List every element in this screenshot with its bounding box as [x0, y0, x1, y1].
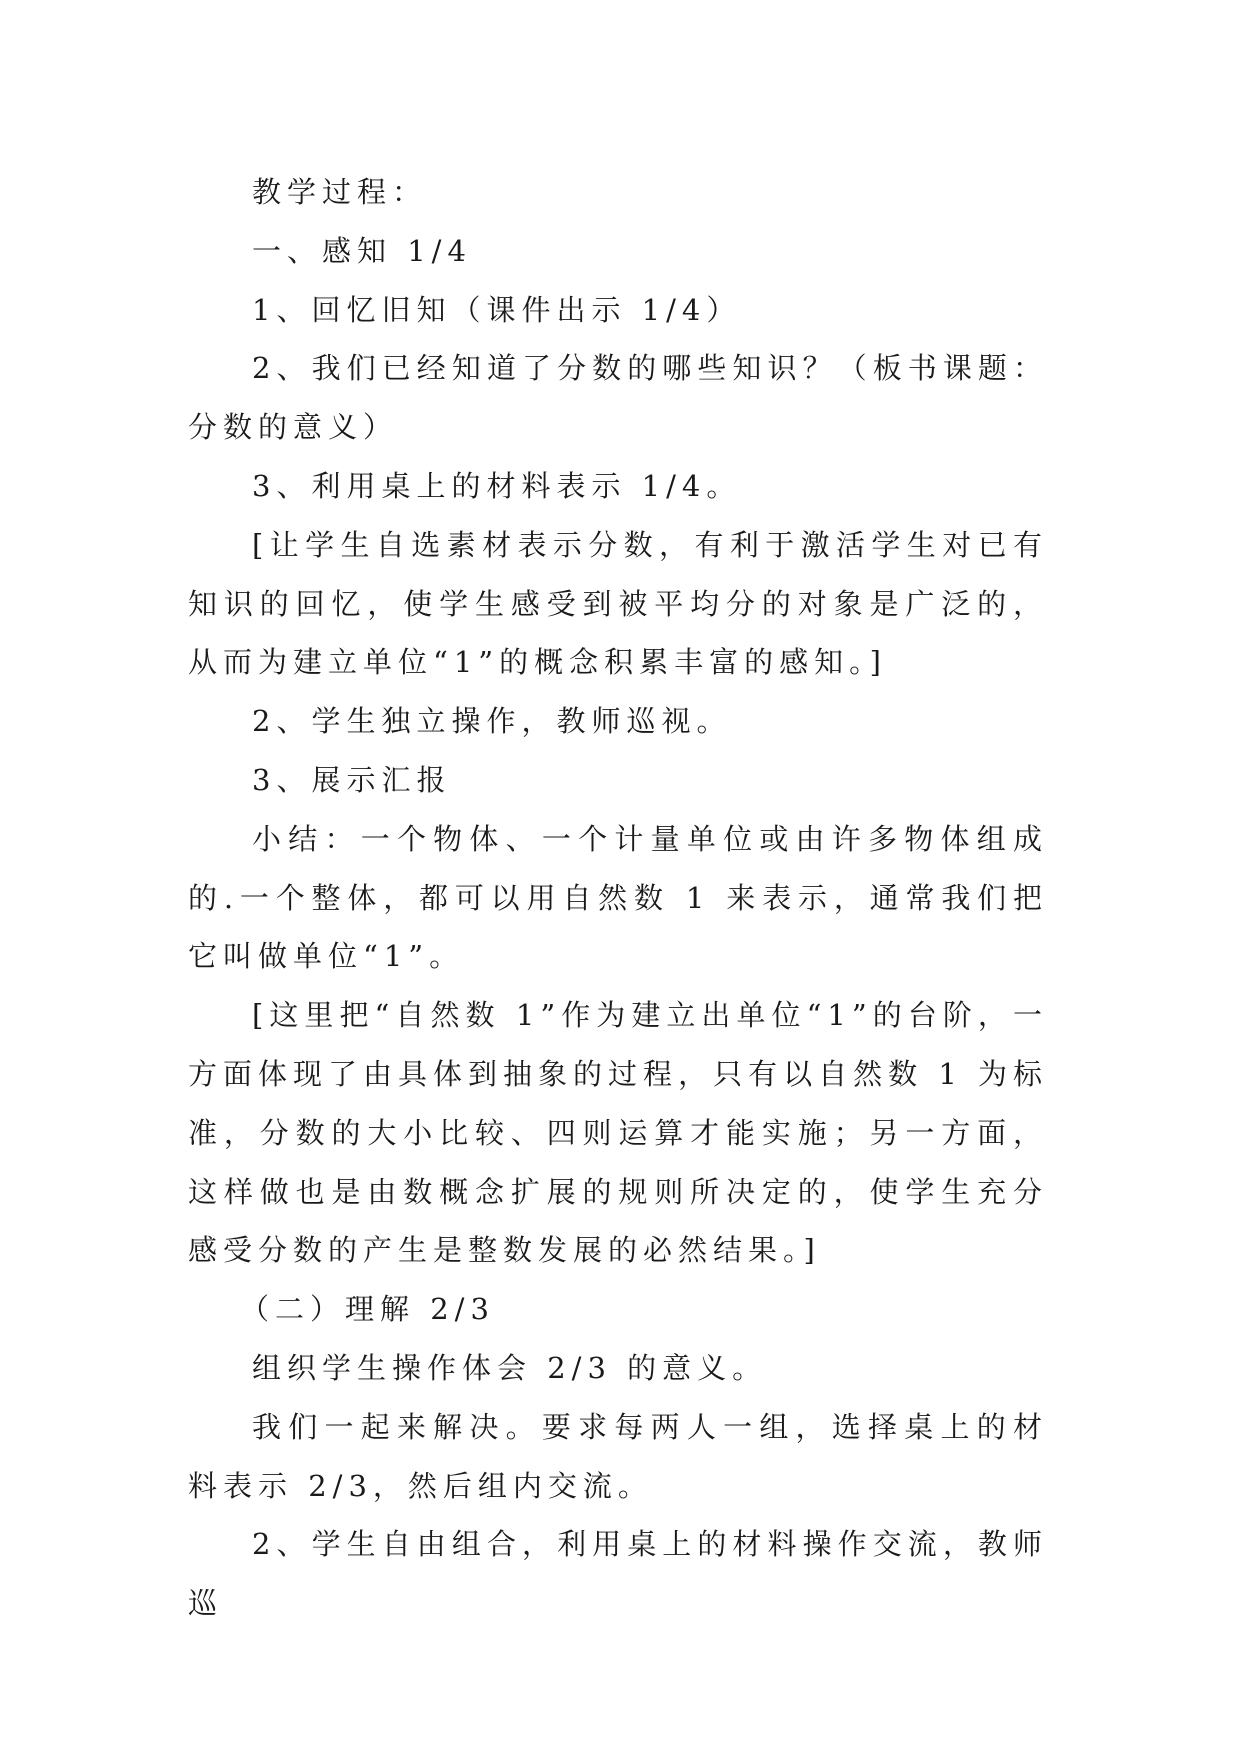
paragraph-section-two: （二）理解 2/3: [240, 1292, 495, 1327]
paragraph-step: 3、展示汇报: [252, 762, 452, 797]
paragraph-heading: 教学过程：: [252, 175, 428, 209]
paragraph-step: 2、学生独立操作，教师巡视。: [252, 704, 732, 739]
paragraph-note: [让学生自选素材表示分数，有利于激活学生对已有知识的回忆，使学生感受到被平均分的对象是广泛的，从而为建立单位“1”的概念积累丰富的感知。]: [188, 527, 1048, 680]
paragraph-step: 3、利用桌上的材料表示 1/4。: [252, 468, 742, 503]
paragraph-step: 2、我们已经知道了分数的哪些知识？（板书课题：分数的意义）: [188, 351, 1048, 445]
paragraph-step: 2、学生自由组合，利用桌上的材料操作交流，教师巡: [188, 1527, 1048, 1621]
paragraph-section-one: 一、感知 1/4: [252, 233, 472, 268]
paragraph-step: 组织学生操作体会 2/3 的意义。: [252, 1350, 768, 1385]
paragraph-step: 1、回忆旧知（课件出示 1/4）: [252, 292, 742, 327]
paragraph-summary: 小结：一个物体、一个计量单位或由许多物体组成的.一个整体，都可以用自然数 1 来表示，通常我们把它叫做单位“1”。: [188, 821, 1048, 974]
document-body: [188, 163, 1048, 1633]
paragraph-note: [这里把“自然数 1”作为建立出单位“1”的台阶，一方面体现了由具体到抽象的过程，只有以自然数 1 为标准，分数的大小比较、四则运算才能实施；另一方面，这样做也是由数概念扩展的规则所决定的，使学生充分感受分数的产生是整数发展的必然结果。]: [188, 998, 1048, 1268]
paragraph-step: 我们一起来解决。要求每两人一组，选择桌上的材料表示 2/3，然后组内交流。: [188, 1409, 1048, 1503]
